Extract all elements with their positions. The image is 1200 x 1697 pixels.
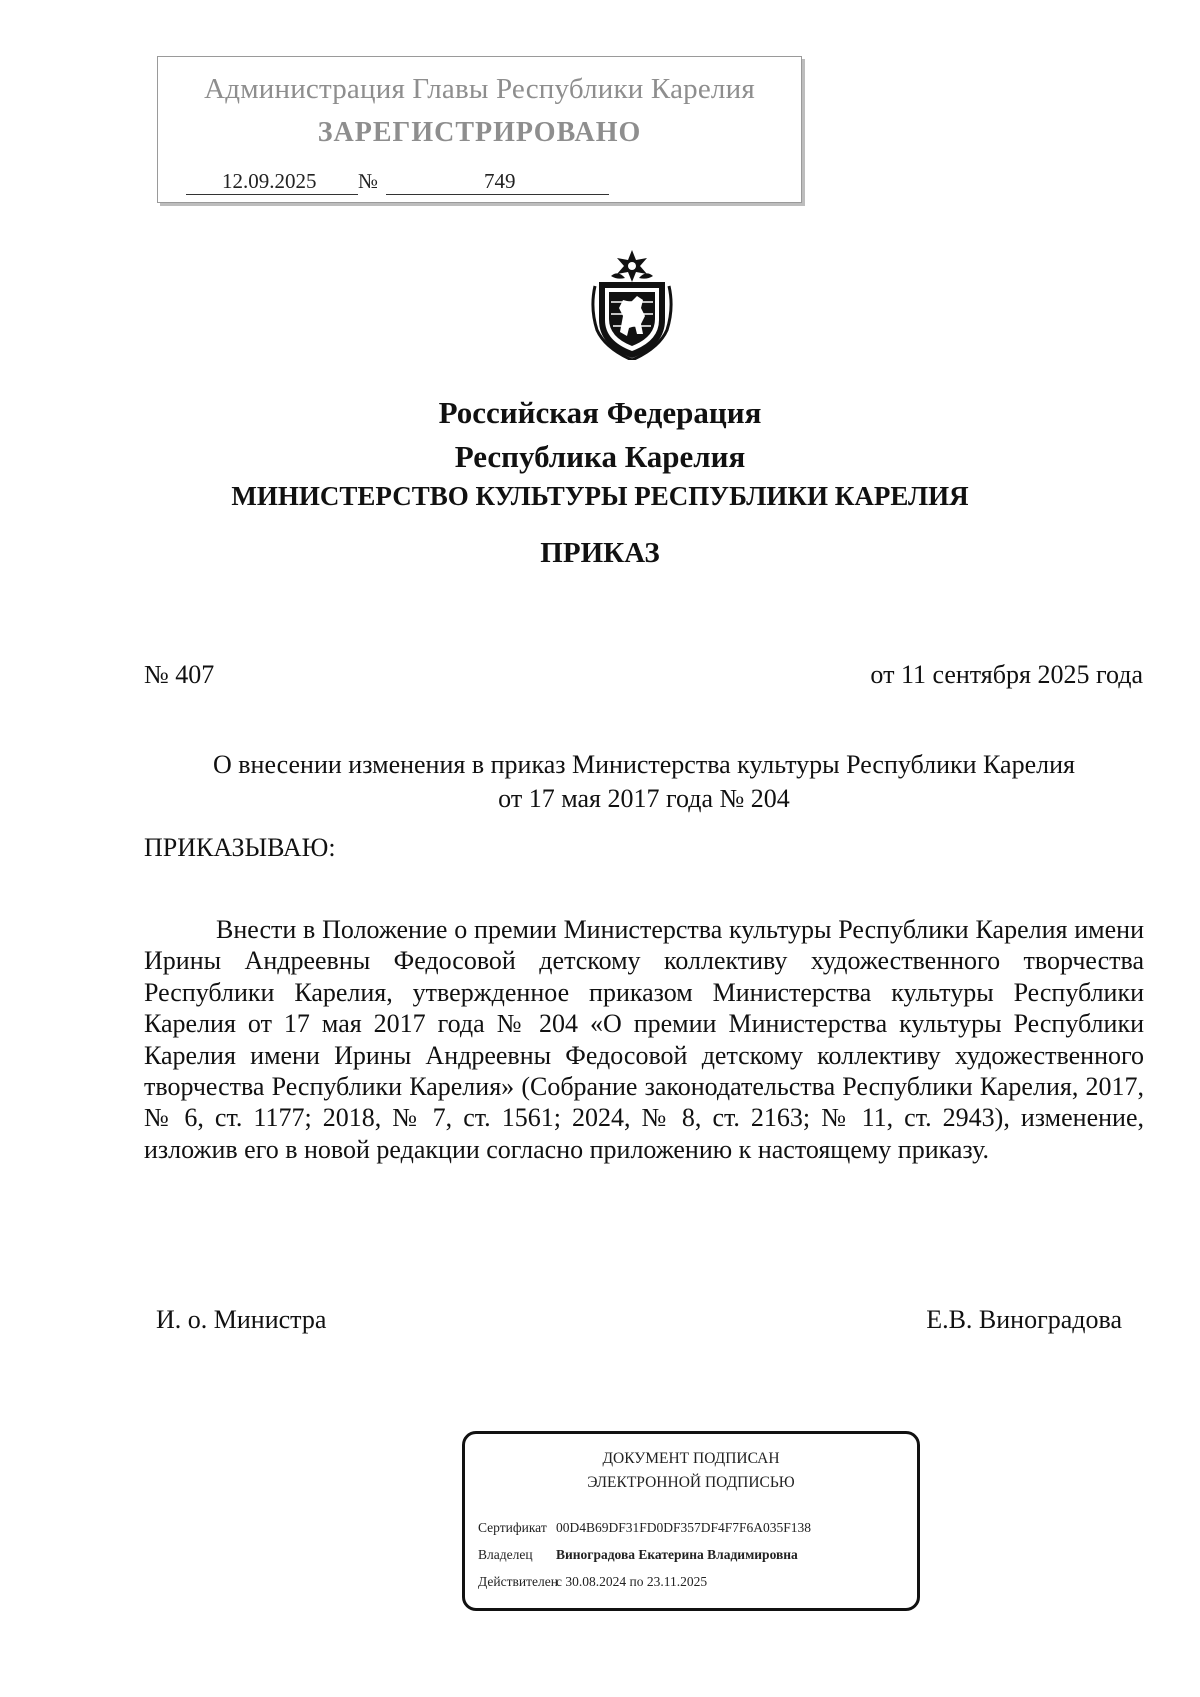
esig-title-1: ДОКУМЕНТ ПОДПИСАН bbox=[602, 1450, 780, 1467]
registration-label: ЗАРЕГИСТРИРОВАНО bbox=[317, 117, 642, 148]
esig-validity-value: с 30.08.2024 по 23.11.2025 bbox=[556, 1574, 708, 1589]
order-body: Внести в Положение о премии Министерства культуры Республики Карелия имени Ирины Андреевны Федосовой детскому коллективу художественного творчества Республики Карелия, утвержденное приказом Министерства культуры Республики Карелия от 17 мая 2017 года № 204 «О премии Министерства культуры Республики Карелия имени Ирины Андреевны Федосовой детскому коллективу художественного творчества Республики Карелия» (Собрание законодательства Республики Карелия, 2017, № 6, ст. 1177; 2018, № 7, ст. 1561; 2024, № 8, ст. 2163; № 11, ст. 2943), изменение, изложив его в новой редакции согласно приложению к настоящему приказу. bbox=[144, 915, 1144, 1164]
country-heading: Российская Федерация bbox=[438, 395, 762, 430]
ministry-heading: МИНИСТЕРСТВО КУЛЬТУРЫ РЕСПУБЛИКИ КАРЕЛИЯ bbox=[231, 481, 969, 511]
signatory-position: И. о. Министра bbox=[156, 1305, 327, 1334]
esig-title-2: ЭЛЕКТРОННОЙ ПОДПИСЬЮ bbox=[587, 1474, 795, 1491]
esig-validity-row bbox=[478, 1574, 707, 1590]
order-subject bbox=[144, 748, 1144, 816]
esig-owner-row bbox=[478, 1547, 798, 1563]
esig-certificate-value: 00D4B69DF31FD0DF357DF4F7F6A035F138 bbox=[556, 1520, 812, 1535]
esig-owner-value: Виноградова Екатерина Владимировна bbox=[556, 1547, 798, 1562]
electronic-signature-stamp bbox=[462, 1431, 920, 1611]
esig-certificate-row bbox=[478, 1520, 811, 1536]
registration-number: 749 bbox=[386, 169, 609, 195]
subject-line-2: от 17 мая 2017 года № 204 bbox=[498, 784, 790, 813]
registration-organization: Администрация Главы Республики Карелия bbox=[204, 73, 755, 105]
karelia-coat-of-arms-icon bbox=[585, 250, 679, 360]
registration-date: 12.09.2025 bbox=[186, 169, 358, 195]
signatory-name: Е.В. Виноградова bbox=[926, 1305, 1122, 1334]
registration-stamp: Администрация Главы Республики Карелия ЗАРЕГИСТРИРОВАНО 12.09.2025 № 749 bbox=[157, 56, 802, 203]
esig-certificate-label: Сертификат bbox=[478, 1520, 547, 1535]
esig-owner-label: Владелец bbox=[478, 1547, 533, 1562]
esig-validity-label: Действителен bbox=[478, 1574, 558, 1589]
order-date: от 11 сентября 2025 года bbox=[870, 660, 1143, 689]
subject-line-1: О внесении изменения в приказ Министерства культуры Республики Карелия bbox=[213, 750, 1075, 779]
document-type-heading: ПРИКАЗ bbox=[540, 537, 660, 569]
order-directive: ПРИКАЗЫВАЮ: bbox=[144, 833, 336, 862]
order-number: № 407 bbox=[144, 660, 215, 689]
republic-heading: Республика Карелия bbox=[454, 439, 746, 474]
